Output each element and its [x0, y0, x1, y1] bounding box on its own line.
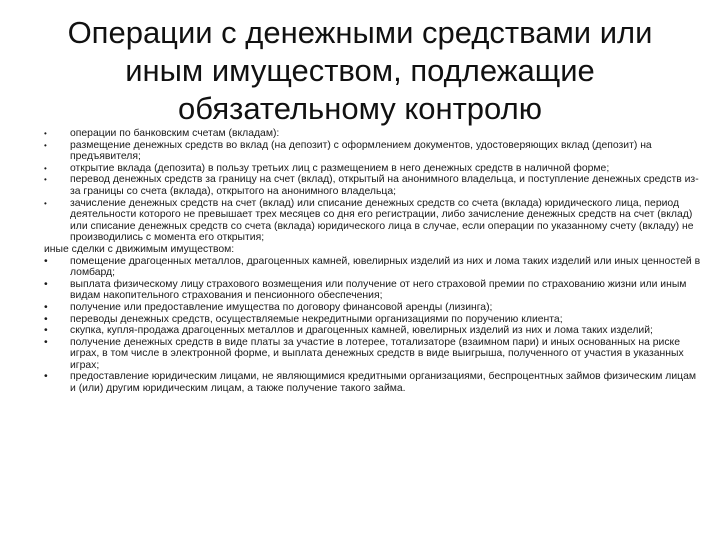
title-line: обязательному контролю — [178, 91, 542, 126]
slide-body — [44, 128, 704, 395]
bullet-icon: • — [44, 255, 48, 267]
bullet-icon: • — [44, 301, 48, 313]
list-item — [44, 325, 704, 337]
list-item-text: открытие вклада (депозита) в пользу третьих лиц с размещением в него денежных средств в наличной форме; — [70, 162, 610, 174]
list-item-text: помещение драгоценных металлов, драгоценных камней, ювелирных изделий из них и лома таких изделий или иных ценностей в ломбард; — [70, 255, 701, 279]
list-item — [44, 174, 704, 197]
list-item — [44, 198, 704, 244]
list-item-text: выплата физическому лицу страхового возмещения или получение от него страховой премии по страхованию жизни или иным видам накопительного страхования и пенсионного обеспечения; — [70, 278, 687, 302]
list-item-text: размещение денежных средств во вклад (на депозит) с оформлением документов, удостоверяющих вклад (депозит) на предъявителя; — [70, 139, 652, 163]
bullet-icon: • — [44, 163, 47, 173]
list-item — [44, 302, 704, 314]
bullet-icon: • — [44, 198, 47, 208]
bullet-icon: • — [44, 313, 48, 325]
list-item-text: перевод денежных средств за границу на счет (вклад), открытый на анонимного владельца, и поступление денежных средств из-за границы со счета (вклада), открытого на анонимного владельца; — [70, 174, 699, 197]
list-item-text: операции по банковским счетам (вкладам): — [70, 128, 280, 139]
other-deals-heading: иные сделки с движимым имуществом: — [44, 243, 235, 255]
list-item-text: скупка, купля-продажа драгоценных металлов и драгоценных камней, ювелирных изделий из них и лома таких изделий; — [70, 325, 653, 337]
slide-title — [40, 14, 680, 128]
list-item-text: переводы денежных средств, осуществляемые некредитными организациями по поручению клиента; — [70, 313, 563, 325]
list-item — [44, 279, 704, 302]
list-item — [44, 140, 704, 163]
list-item-text: зачисление денежных средств на счет (вклад) или списание денежных средств со счета (вклада) юридического лица, период деятельности которого не превышает трех месяцев со дня его регистрации, либо зачисление денежных средств на счет (вклад) или списание денежных средств со счета (вклада) юридического лица в случае, если операции по указанному счету (вкладу) не производились с момента его открытия; — [70, 197, 694, 244]
list-item-text: получение денежных средств в виде платы за участие в лотерее, тотализаторе (взаимном пари) и иных основанных на риске играх, в том числе в электронной форме, и выплата денежных средств в виде выигрыша, полученного от участия в указанных играх; — [70, 336, 684, 371]
bullet-icon: • — [44, 325, 48, 337]
list-item — [44, 128, 704, 140]
list-item — [44, 314, 704, 326]
list-item — [44, 371, 704, 394]
list-item-text: предоставление юридическим лицами, не являющимися кредитными организациями, беспроцентных займов физическим лицам и (или) другим юридическим лицам, а также получение такого займа. — [70, 371, 697, 395]
bullet-icon: • — [44, 175, 47, 185]
list-item — [44, 337, 704, 372]
list-item — [44, 256, 704, 279]
bullet-icon: • — [44, 336, 48, 348]
title-line: иным имуществом, подлежащие — [125, 53, 595, 88]
bullet-icon: • — [44, 129, 47, 138]
list-item-text: получение или предоставление имущества по договору финансовой аренды (лизинга); — [70, 301, 493, 313]
list-item — [44, 163, 704, 175]
bullet-icon: • — [44, 278, 48, 290]
title-line: Операции с денежными средствами или — [67, 15, 653, 50]
bullet-icon: • — [44, 140, 47, 150]
bullet-icon: • — [44, 371, 48, 383]
